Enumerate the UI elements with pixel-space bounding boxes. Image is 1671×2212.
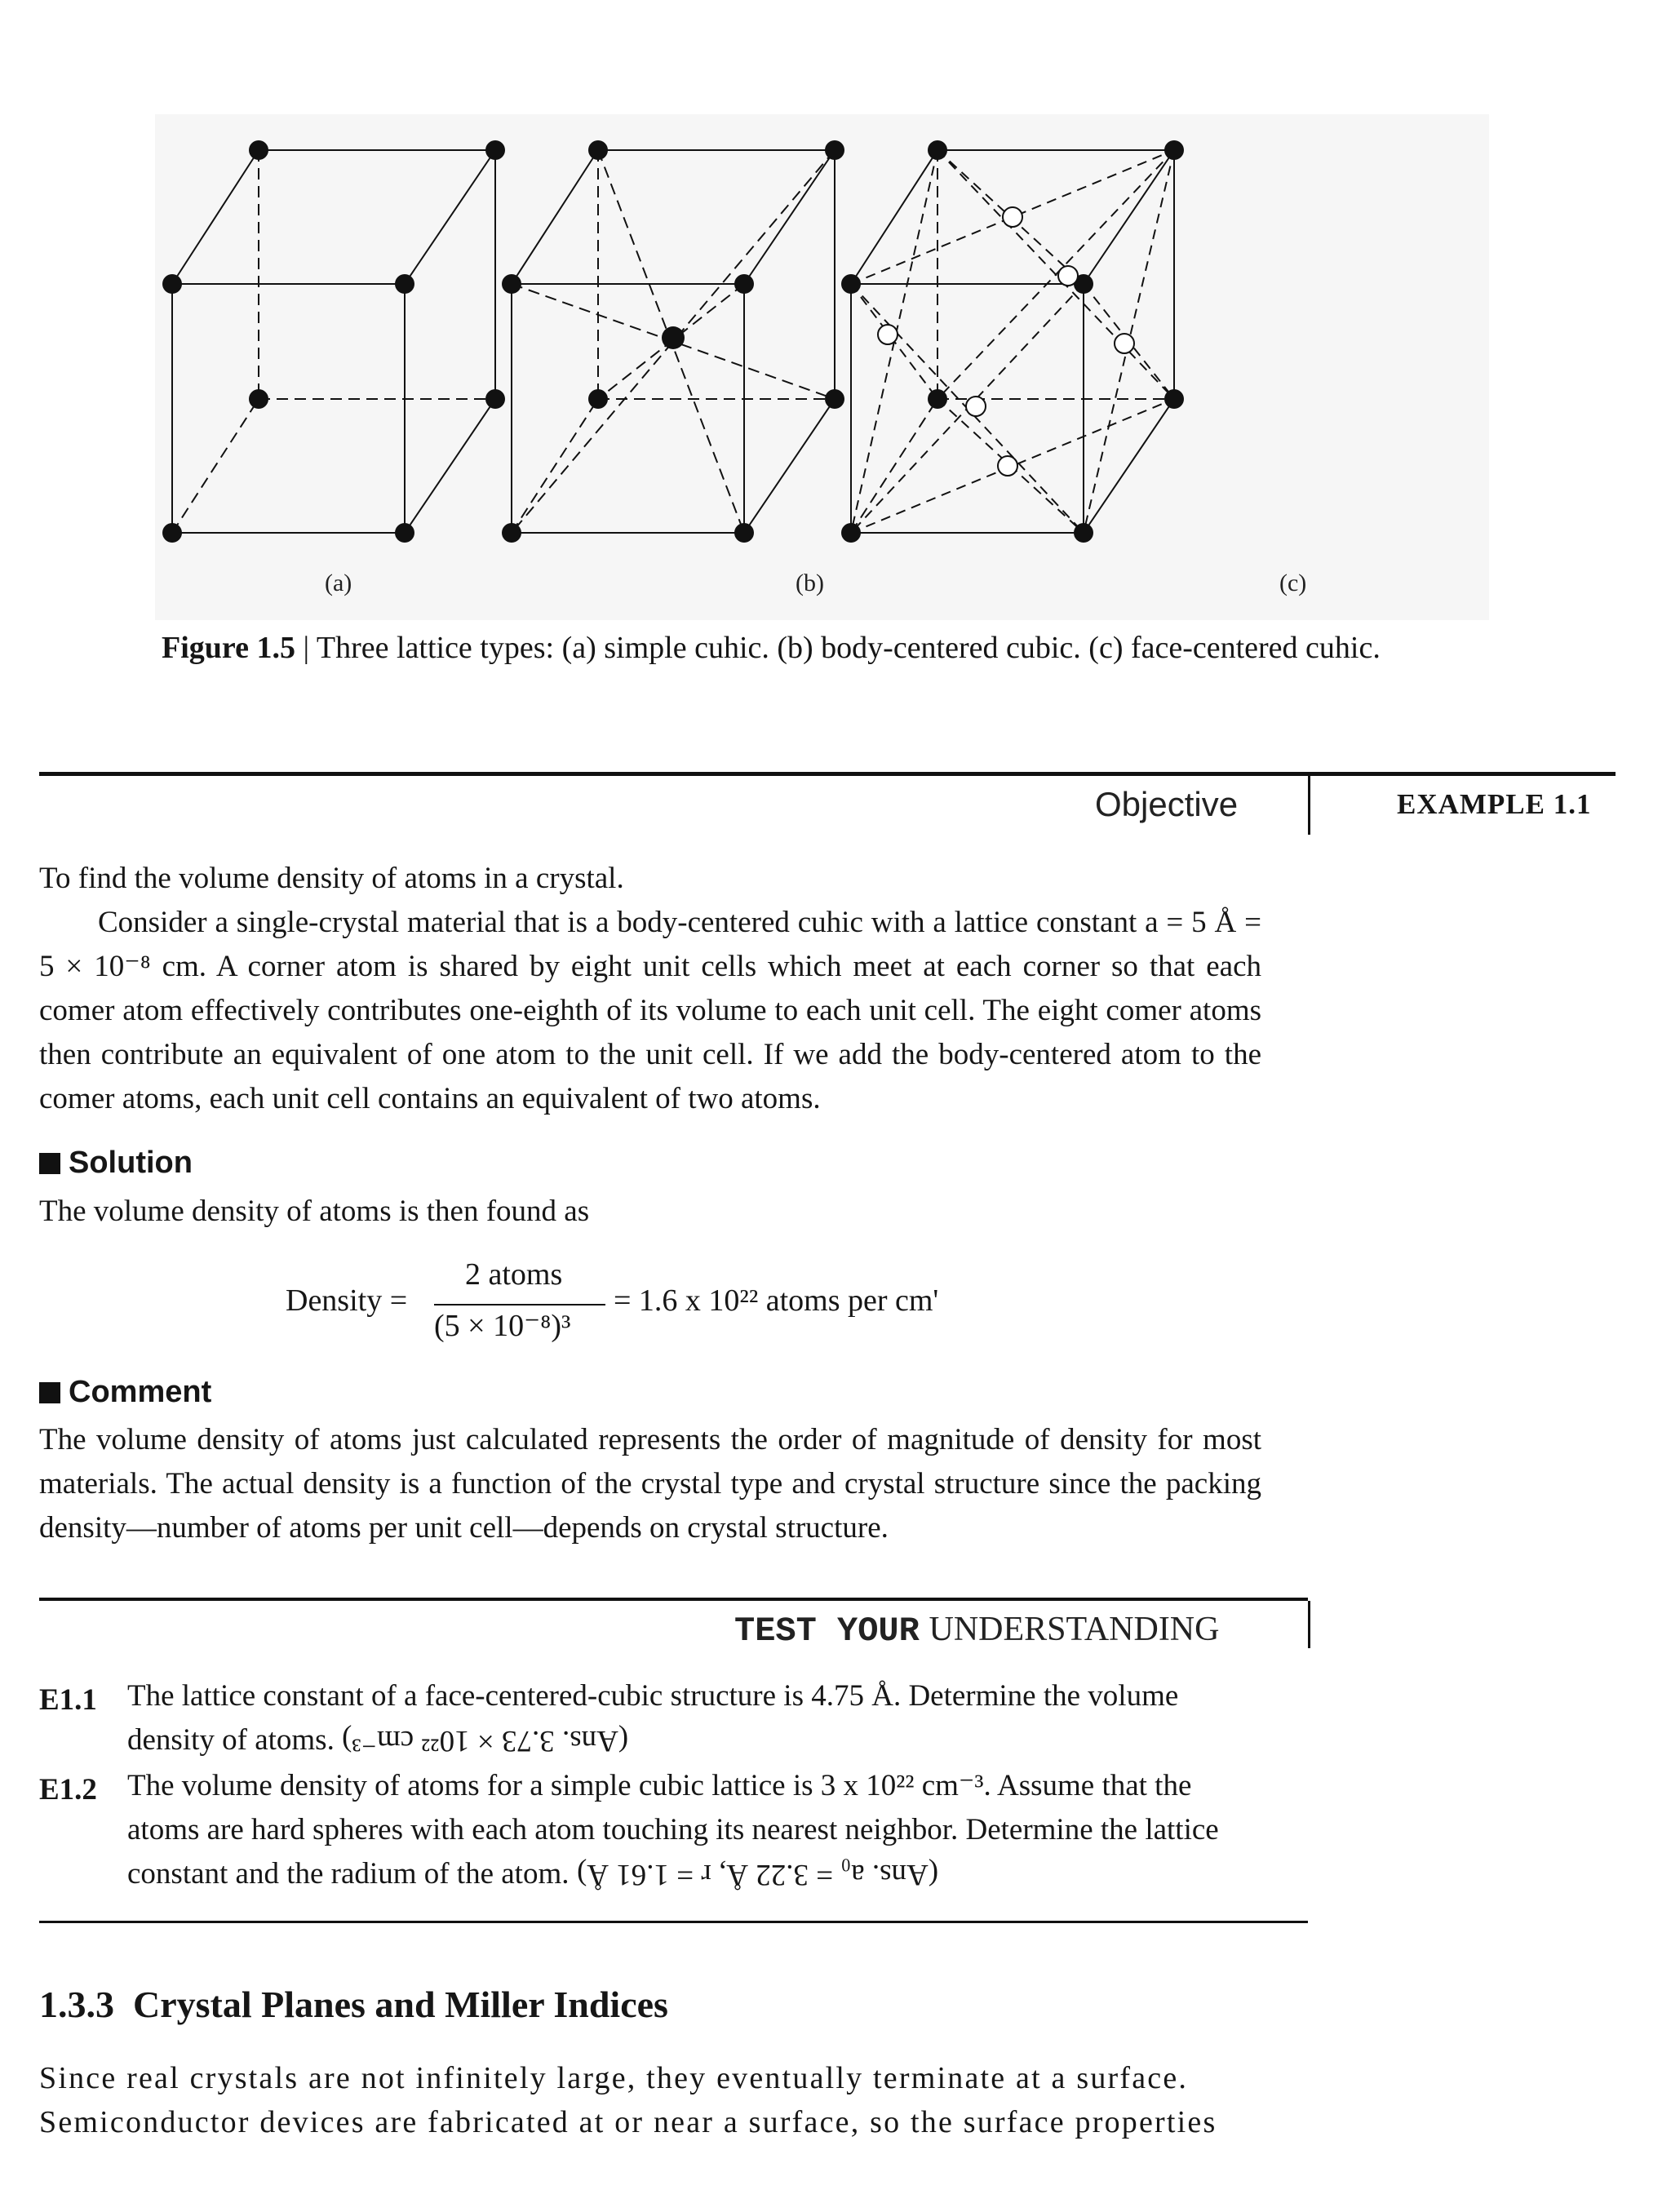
equation-lhs: Density =	[286, 1283, 408, 1318]
exercise-2-text: The volume density of atoms for a simple cubic lattice is 3 x 10²² cm⁻³. Assume that the atoms are hard spheres with each atom touching its nearest neighbor. Determine the lattice constant and the radium of the atom.	[127, 1769, 1219, 1891]
figure-caption	[162, 630, 1381, 666]
equation-numerator: 2 atoms	[465, 1257, 563, 1292]
exercise-1-answer: (Ans. 3.73 × 10²² cm⁻³)	[342, 1724, 629, 1758]
objective-text: To find the volume density of atoms in a crystal.	[39, 862, 624, 895]
panel-label-a: (a)	[325, 570, 352, 596]
equation-denominator: (5 × 10⁻⁸)³	[434, 1309, 571, 1343]
example-top-rule	[39, 772, 1616, 776]
example-paragraph: Consider a single-crystal material that is a body-centered cuhic with a lattice constant a = 5 Å = 5 × 10⁻⁸ cm. A corner atom is shared by eight unit cells which meet at each corner so that each comer atom effectively contributes one-eighth of its volume to each unit cell. The eight comer atoms then contribute an equivalent of one atom to the unit cell. If we add the body-centered atom to the comer atoms, each unit cell contains an equivalent of two atoms.	[39, 906, 1261, 1115]
section-line-1: Since real crystals are not infinitely large, they eventually terminate at a surface.	[39, 2061, 1189, 2095]
exercise-number-1: E1.1	[39, 1683, 97, 1717]
exercise-number-2: E1.2	[39, 1773, 97, 1806]
test-bottom-rule	[39, 1921, 1308, 1923]
square-bullet-icon	[39, 1153, 60, 1174]
square-bullet-icon	[39, 1382, 60, 1403]
comment-heading: Comment	[39, 1375, 211, 1410]
comment-text: The volume density of atoms just calculated represents the order of magnitude of density for most materials. The actual density is a function of the crystal type and crystal structure since the packing density—number of atoms per unit cell—depends on crystal structure.	[39, 1423, 1261, 1545]
caption-text: | Three lattice types: (a) simple cuhic. (b) body-centered cubic. (c) face-centered cuhic.	[303, 631, 1381, 665]
test-title: TEST YOUR UNDERSTANDING	[734, 1611, 1220, 1651]
panel-label-b: (b)	[796, 570, 824, 596]
section-line-2: Semiconductor devices are fabricated at or near a surface, so the surface properties	[39, 2105, 1217, 2139]
test-divider	[1308, 1601, 1310, 1648]
caption-label: Figure 1.5	[162, 631, 295, 665]
exercise-2-answer: (Ans. a₀ = 3.22 Å, r = 1.61 Å)	[576, 1858, 938, 1891]
example-divider	[1308, 776, 1310, 835]
lattice-diagrams	[155, 114, 1489, 620]
exercise-1	[127, 1674, 1270, 1762]
test-top-rule	[39, 1598, 1308, 1601]
solution-text: The volume density of atoms is then found as	[39, 1195, 590, 1228]
objective-title: Objective	[1095, 785, 1239, 823]
solution-heading: Solution	[39, 1146, 193, 1181]
lattice-figure	[155, 114, 1489, 620]
section-heading: 1.3.3 Crystal Planes and Miller Indices	[39, 1984, 668, 2025]
example-label: EXAMPLE 1.1	[1397, 788, 1592, 820]
exercise-1-text: The lattice constant of a face-centered-cubic structure is 4.75 Å. Determine the volume density of atoms.	[127, 1679, 1179, 1757]
fraction-bar	[434, 1304, 605, 1305]
exercise-2	[127, 1764, 1270, 1896]
simple-cubic-diagram	[172, 150, 495, 533]
example-body	[39, 857, 1261, 1121]
equation-rhs: = 1.6 x 10²² atoms per cm'	[614, 1283, 939, 1318]
panel-label-c: (c)	[1279, 570, 1307, 596]
